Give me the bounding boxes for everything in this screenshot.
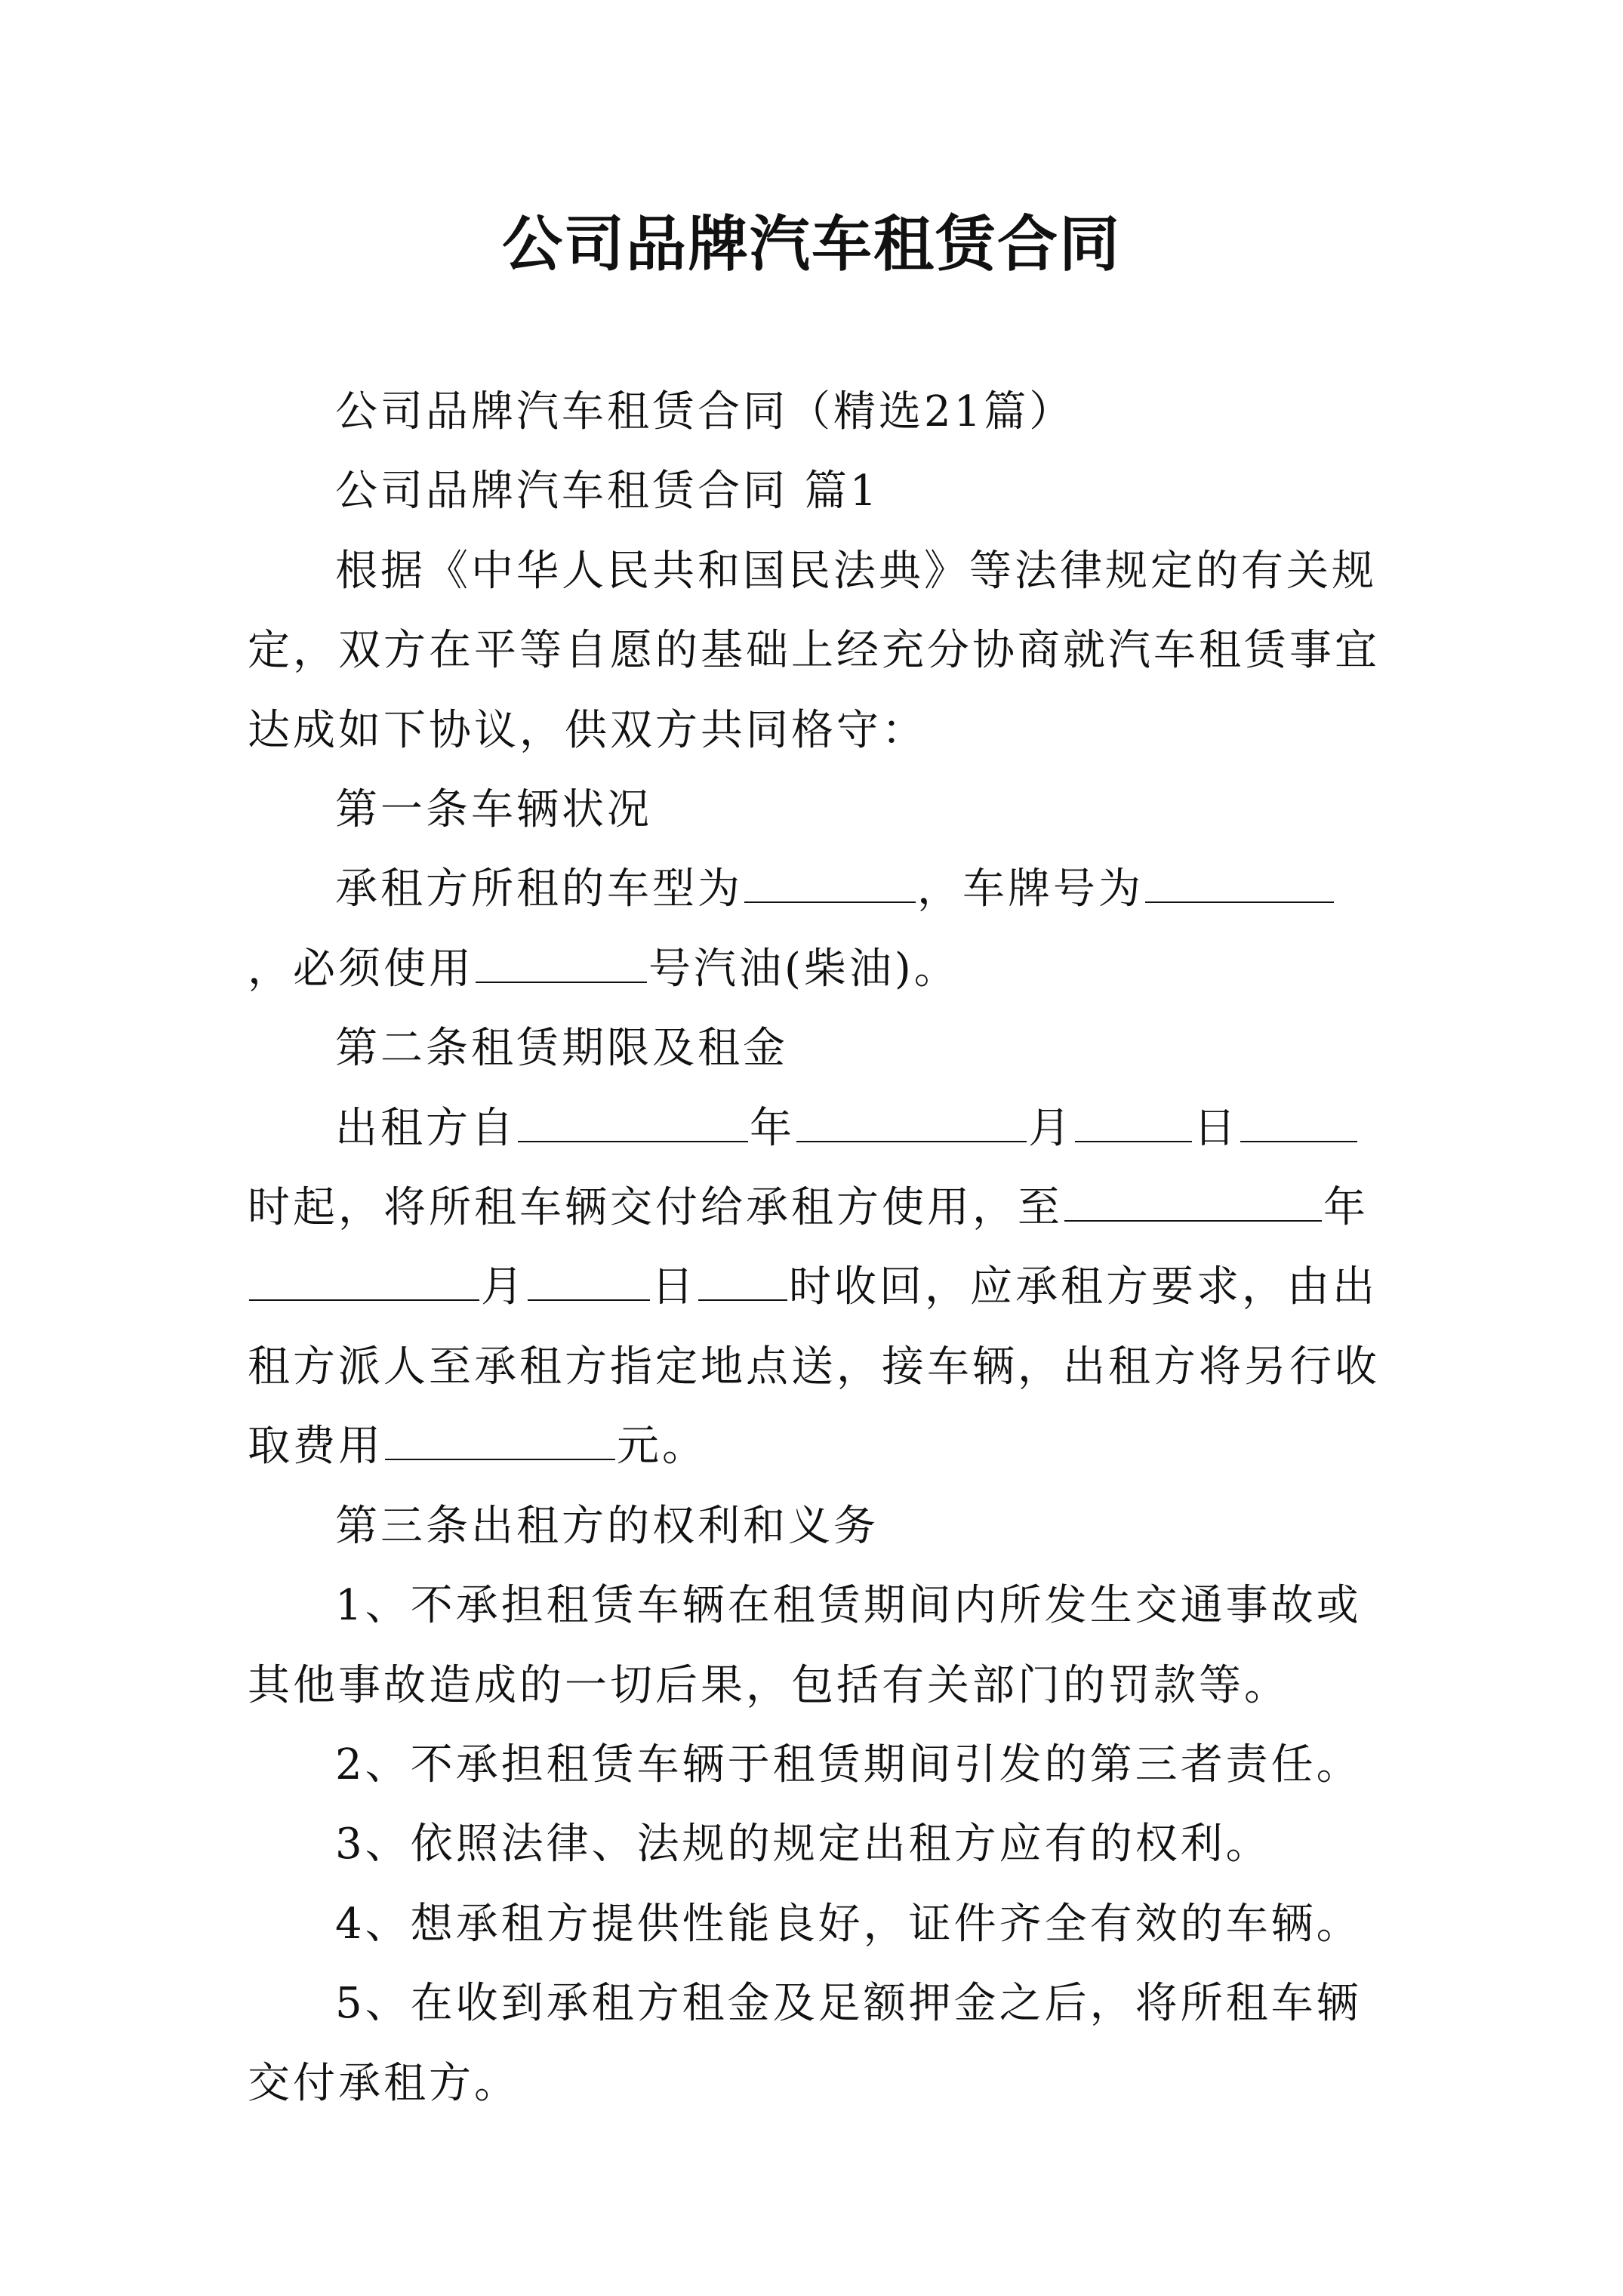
article3-item-5: 5、在收到承租方租金及足额押金之后，将所租车辆交付承租方。 (248, 1979, 1362, 2108)
start-year-label: 年 (750, 1103, 795, 1153)
article3-item-1: 1、不承担租赁车辆在租赁期间内所发生交通事故或其他事故造成的一切后果，包括有关部门的罚款等。 (248, 1581, 1362, 1710)
fuel-grade-blank[interactable] (476, 942, 647, 983)
start-month-blank[interactable] (796, 1100, 1027, 1142)
subtitle: 公司品牌汽车租赁合同（精选21篇） (335, 387, 1075, 436)
start-day-blank[interactable] (1075, 1100, 1192, 1142)
article3-item-3: 3、依照法律、法规的规定出租方应有的权利。 (335, 1820, 1271, 1869)
article3-item-2: 2、不承担租赁车辆于租赁期间引发的第三者责任。 (335, 1740, 1362, 1789)
end-month-blank[interactable] (249, 1259, 479, 1301)
start-month-label: 月 (1028, 1103, 1073, 1153)
end-hour-blank[interactable] (698, 1259, 787, 1301)
article3-heading: 第三条出租方的权利和义务 (335, 1501, 879, 1551)
article2-heading: 第二条租赁期限及租金 (335, 1024, 788, 1074)
end-day-blank[interactable] (528, 1259, 650, 1301)
end-year-label: 年 (1323, 1183, 1369, 1233)
delivery-fee-blank[interactable] (385, 1419, 615, 1460)
end-day-label: 日 (651, 1262, 697, 1312)
start-year-blank[interactable] (518, 1100, 748, 1142)
intro-paragraph: 根据《中华人民共和国民法典》等法律规定的有关规定，双方在平等自愿的基础上经充分协商就汽车租赁事宜达成如下协议，供双方共同格守： (248, 546, 1380, 755)
part-heading: 公司品牌汽车租赁合同 篇1 (335, 467, 880, 516)
end-month-label: 月 (481, 1262, 526, 1312)
article1-text-3: ，必须使用 (248, 944, 474, 994)
document-body (248, 372, 1380, 2123)
start-hour-blank[interactable] (1240, 1100, 1357, 1142)
article2-text-3: 时收回，应承租方要求，由出租方派人至承租方指定地点送，接车辆，出租方将另行收取费用 (248, 1262, 1380, 1472)
article1-text-2: ，车牌号为 (917, 864, 1144, 914)
article2-text-4: 元。 (617, 1422, 707, 1472)
article2-text-1: 出租方自 (335, 1103, 516, 1153)
car-model-blank[interactable] (744, 861, 916, 903)
article1-paragraph (248, 849, 1380, 1009)
plate-number-blank[interactable] (1145, 861, 1334, 903)
article1-text-1: 承租方所租的车型为 (335, 864, 743, 914)
end-year-blank[interactable] (1064, 1180, 1322, 1222)
article1-text-4: 号汽油(柴油)。 (648, 944, 959, 994)
article2-paragraph (248, 1089, 1380, 1487)
article1-heading: 第一条车辆状况 (335, 785, 652, 835)
start-day-label: 日 (1193, 1103, 1239, 1153)
article3-item-4: 4、想承租方提供性能良好，证件齐全有效的车辆。 (335, 1899, 1362, 1949)
document-title: 公司品牌汽车租赁合同 (502, 208, 1121, 279)
article2-text-2: 时起，将所租车辆交付给承租方使用，至 (248, 1183, 1063, 1233)
